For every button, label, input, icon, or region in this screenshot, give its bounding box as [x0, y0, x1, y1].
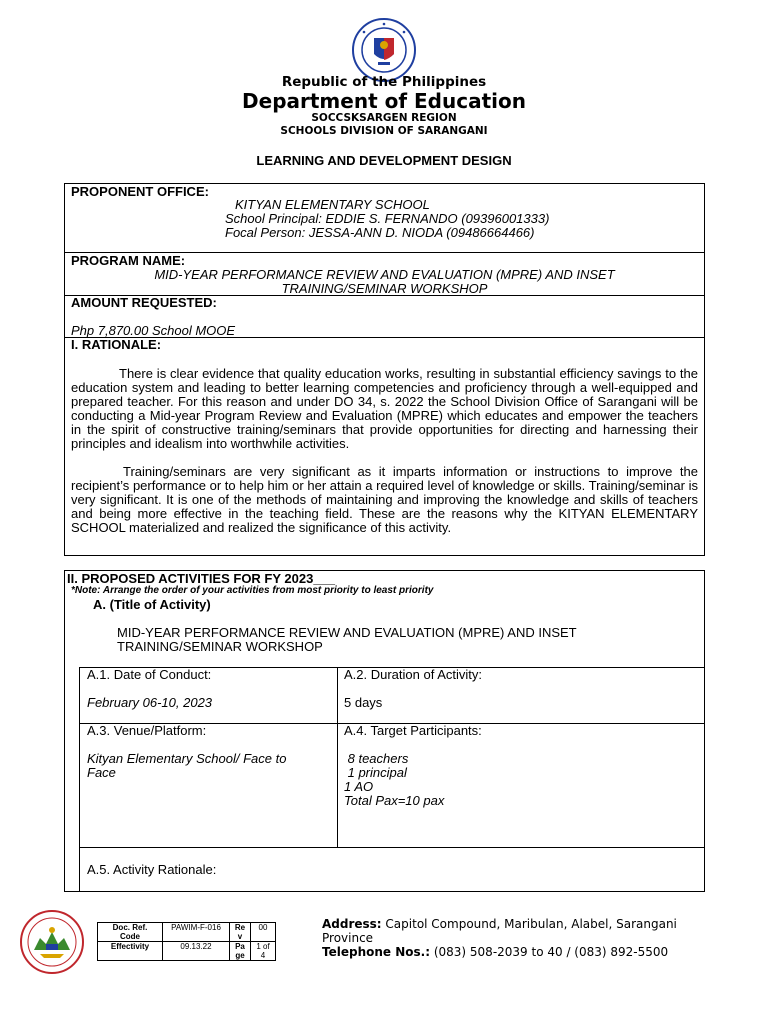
doc-ref-label: Doc. Ref. Code: [98, 923, 163, 942]
divider: [79, 847, 704, 848]
amount-value: Php 7,870.00 School MOOE: [71, 323, 236, 338]
address-value: Capitol Compound, Maribulan, Alabel, Sarangani Province: [322, 917, 677, 945]
division-seal-logo: [20, 910, 84, 974]
footer-address-block: [322, 917, 692, 959]
department-heading: Department of Education: [242, 89, 526, 113]
page-value: 1 of 4: [251, 942, 276, 961]
venue-value-line2: Face: [87, 765, 116, 780]
date-of-conduct-label: A.1. Date of Conduct:: [87, 667, 212, 682]
divider: [337, 667, 338, 847]
region-heading: SOCCSKSARGEN REGION: [311, 112, 457, 124]
proponent-label: PROPONENT OFFICE:: [71, 184, 209, 199]
date-of-conduct-value: February 06-10, 2023: [87, 695, 213, 710]
divider: [79, 667, 80, 892]
deped-seal-logo: [352, 18, 416, 82]
doc-ref-code: PAWIM-F-016: [163, 923, 230, 942]
duration-label: A.2. Duration of Activity:: [344, 667, 483, 682]
proponent-school: KITYAN ELEMENTARY SCHOOL: [235, 197, 430, 212]
duration-value: 5 days: [344, 695, 383, 710]
activities-label: II. PROPOSED ACTIVITIES FOR FY 2023___: [67, 571, 336, 586]
document-reference-table: [97, 922, 276, 961]
participants-teachers: 8 teachers: [344, 751, 409, 766]
address-label: Address:: [322, 917, 382, 931]
division-heading: SCHOOLS DIVISION OF SARANGANI: [280, 125, 488, 137]
activities-note: *Note: Arrange the order of your activities from most priority to least priority: [71, 585, 434, 596]
amount-label: AMOUNT REQUESTED:: [71, 295, 217, 310]
program-name-line1: MID-YEAR PERFORMANCE REVIEW AND EVALUATION (MPRE) AND INSET: [154, 267, 615, 282]
proponent-focal: Focal Person: JESSA-ANN D. NIODA (09486664466): [225, 225, 535, 240]
effectivity-label: Effectivity: [98, 942, 163, 961]
program-name-line2: TRAINING/SEMINAR WORKSHOP: [281, 281, 488, 296]
rev-label: Re v: [230, 923, 251, 942]
participants-principal: 1 principal: [344, 765, 407, 780]
rationale-label: I. RATIONALE:: [71, 337, 162, 352]
activities-table: [64, 570, 705, 892]
rev-value: 00: [251, 923, 276, 942]
venue-value-line1: Kityan Elementary School/ Face to: [87, 751, 287, 766]
activity-title-line2: TRAINING/SEMINAR WORKSHOP: [117, 639, 323, 654]
telephone-value: (083) 508-2039 to 40 / (083) 892-5500: [430, 945, 669, 959]
venue-label: A.3. Venue/Platform:: [87, 723, 207, 738]
rationale-paragraph-2: Training/seminars are very significant as it imparts information or instructions to improve the recipient’s performance or to help him or her attain a required level of knowledge or skills. Training/seminar is very significant. It is one of the methods of maintaining and improving the knowledge and skills of teachers and being more effective in the teaching field. These are the reasons why the KITYAN ELEMENTARY SCHOOL materialized and realized the significance of this activity.: [71, 464, 698, 535]
effectivity-date: 09.13.22: [163, 942, 230, 961]
participants-ao: 1 AO: [344, 779, 374, 794]
republic-heading: Republic of the Philippines: [281, 74, 487, 90]
telephone-label: Telephone Nos.:: [322, 945, 431, 959]
proposal-table: [64, 183, 705, 556]
proponent-principal: School Principal: EDDIE S. FERNANDO (09396001333): [225, 211, 550, 226]
participants-total: Total Pax=10 pax: [344, 793, 445, 808]
target-participants-label: A.4. Target Participants:: [344, 723, 482, 738]
activity-title-label: A. (Title of Activity): [93, 597, 211, 612]
activity-rationale-label: A.5. Activity Rationale:: [87, 862, 217, 877]
document-title: LEARNING AND DEVELOPMENT DESIGN: [256, 153, 512, 168]
activity-title-line1: MID-YEAR PERFORMANCE REVIEW AND EVALUATION (MPRE) AND INSET: [117, 625, 577, 640]
rationale-paragraph-1: There is clear evidence that quality education works, resulting in substantial efficiency savings to the education system and leading to better learning competencies and proficiency through a well-equipped and prepared teacher. For this reason and under DO 34, s. 2022 the School Division Office of Sarangani will be conducting a Mid-year Program Review and Evaluation (MPRE) which educates and empower the teachers in the spirit of constructive training/seminars that provide opportunities for directing and harnessing their principles and idealism into worthwhile activities.: [71, 366, 698, 451]
program-label: PROGRAM NAME:: [71, 253, 186, 268]
page-label: Pa ge: [230, 942, 251, 961]
